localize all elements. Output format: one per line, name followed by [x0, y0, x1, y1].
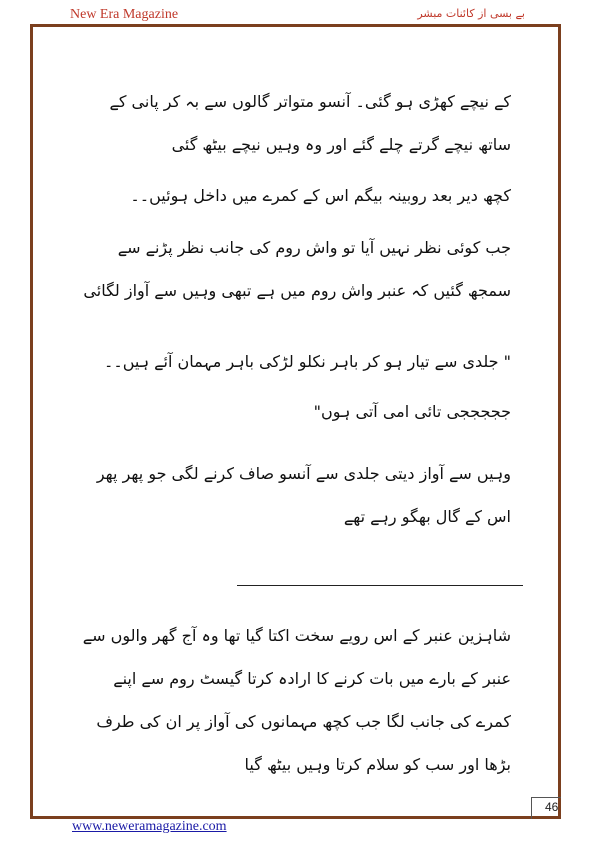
paragraph-1: کے نیچے کھڑی ہو گئی۔ آنسو متواتر گالوں سے بہ کر پانی کے ساتھ نیچے گرتے چلے گئے اور وہ وہیں نیچے بیٹھ گئی [109, 92, 511, 154]
story-title: بے بسی از کائنات مبشر [417, 7, 525, 20]
magazine-name: New Era Magazine [70, 7, 179, 22]
page-number: 46 [545, 800, 559, 814]
section-divider [237, 585, 523, 586]
paragraph-4: " جلدی سے تیار ہو کر باہر نکلو لڑکی باہر مہمان آئے ہیں۔۔ [103, 352, 511, 371]
paragraph-7: شاہزین عنبر کے اس رویے سخت اکتا گیا تھا وہ آج گھر والوں سے عنبر کے بارے میں بات کرنے کا ارادہ کرتا گیسٹ روم سے اپنے کمرے کی جانب لگا جب کچھ مہمانوں کی آواز پر ان کی طرف بڑھا اور سب کو سلام کرتا وہیں بیٹھ گیا [82, 626, 511, 774]
paragraph-2: کچھ دیر بعد روبینہ بیگم اس کے کمرے میں داخل ہوئیں۔۔ [130, 186, 511, 205]
paragraph-5: جججججی تائی امی آتی ہوں" [313, 402, 511, 421]
paragraph-6: وہیں سے آواز دیتی جلدی سے آنسو صاف کرنے لگی جو پھر پھر اس کے گال بھگو رہے تھے [96, 464, 511, 526]
footer-website-link[interactable]: www.neweramagazine.com [72, 819, 227, 834]
paragraph-3: جب کوئی نظر نہیں آیا تو واش روم کی جانب نظر پڑنے سے سمجھ گئیں کہ عنبر واش روم میں ہے تبھی وہیں سے آواز لگائی [83, 238, 511, 300]
